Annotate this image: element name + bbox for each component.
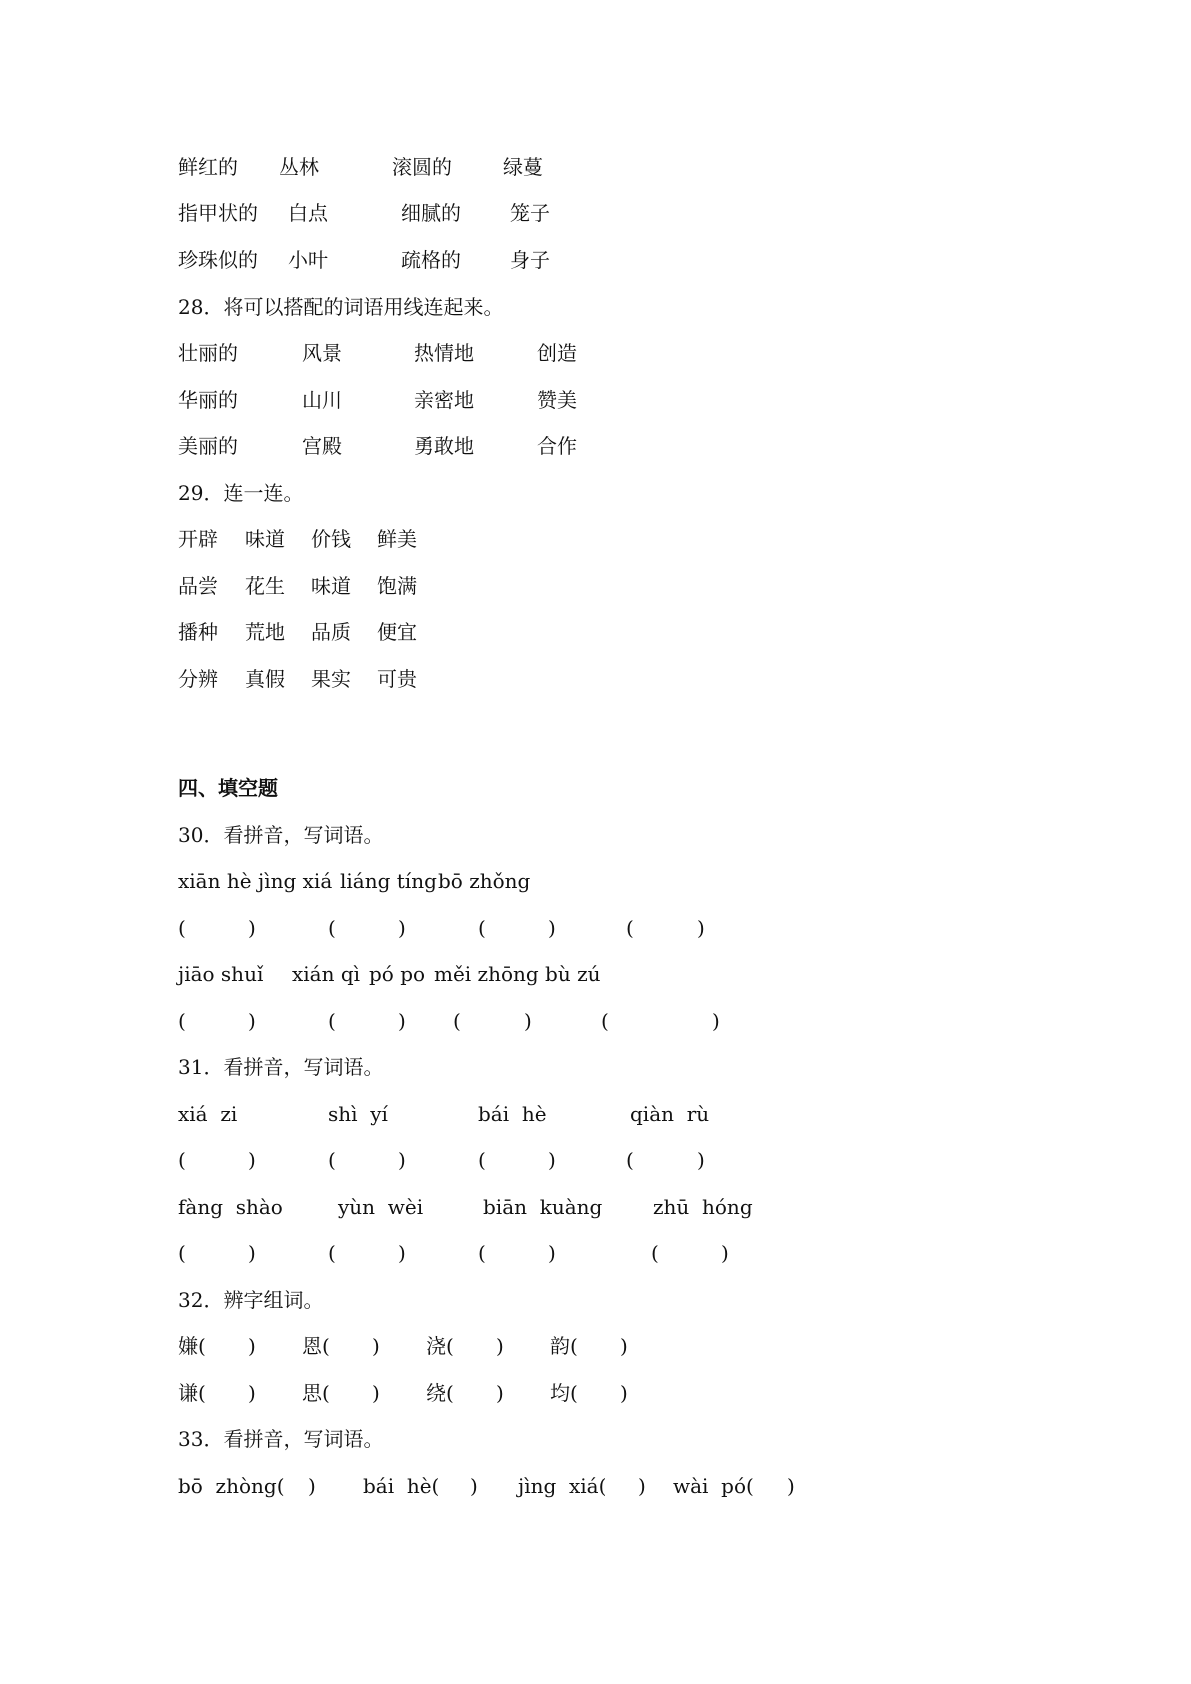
word-cell: 细腻的 [401,201,461,225]
word-cell: 品尝 [178,574,218,598]
word-match-row [0,563,1191,609]
close-paren: ) [721,1241,729,1265]
word-cell: 壮丽的 [178,341,238,365]
pinyin-cell: pó po [369,962,426,986]
char-prompt: 绕( [426,1381,454,1405]
word-cell: 身子 [510,248,550,272]
question-text: 29．连一连。 [178,481,304,505]
word-cell: 饱满 [377,574,417,598]
word-cell: 可贵 [377,667,417,691]
section-heading-fill-in [0,765,1191,811]
word-cell: 赞美 [537,388,577,412]
word-cell: 山川 [302,388,342,412]
word-cell: 味道 [245,527,285,551]
pinyin-cell: biān kuàng [483,1195,603,1219]
close-paren: ) [787,1474,795,1498]
word-cell: 丛林 [279,155,319,179]
word-match-row [0,656,1191,702]
char-group-row [0,1370,1191,1416]
char-prompt: 谦( [178,1381,206,1405]
word-cell: 分辨 [178,667,218,691]
word-cell: 荒地 [245,620,285,644]
word-cell: 疏格的 [401,248,461,272]
pinyin-cell: bái hè [478,1102,547,1126]
open-paren: ( [651,1241,659,1265]
section-heading-text: 四、填空题 [178,776,278,800]
pinyin-cell: xiān hè [178,869,252,893]
close-paren: ) [697,916,705,940]
open-paren: ( [626,916,634,940]
close-paren: ) [248,1381,256,1405]
char-group-row [0,1323,1191,1369]
pinyin-cell: bō zhǒng [438,869,531,893]
close-paren: ) [398,1148,406,1172]
open-paren: ( [328,1241,336,1265]
open-paren: ( [328,1009,336,1033]
question-31 [0,1044,1191,1090]
char-prompt: 浇( [426,1334,454,1358]
open-paren: ( [178,1009,186,1033]
word-cell: 果实 [311,667,351,691]
word-cell: 真假 [245,667,285,691]
question-text: 32．辨字组词。 [178,1288,324,1312]
question-29 [0,470,1191,516]
open-paren: ( [626,1148,634,1172]
answer-blank-row [0,1230,1191,1276]
pinyin-answer-row [0,1463,1191,1509]
word-match-row [0,237,1191,283]
question-text: 31．看拼音，写词语。 [178,1055,384,1079]
word-cell: 便宜 [377,620,417,644]
question-32 [0,1277,1191,1323]
word-cell: 白点 [288,201,328,225]
word-cell: 勇敢地 [414,434,474,458]
open-paren: ( [178,916,186,940]
word-cell: 播种 [178,620,218,644]
close-paren: ) [620,1381,628,1405]
char-prompt: 韵( [550,1334,578,1358]
pinyin-cell: xiá zi [178,1102,238,1126]
word-cell: 美丽的 [178,434,238,458]
close-paren: ) [398,1241,406,1265]
word-cell: 合作 [537,434,577,458]
pinyin-row [0,951,1191,997]
word-cell: 风景 [302,341,342,365]
word-cell: 创造 [537,341,577,365]
word-cell: 鲜美 [377,527,417,551]
word-cell: 鲜红的 [178,155,238,179]
word-cell: 滚圆的 [392,155,452,179]
pinyin-prompt: jìng xiá( [518,1474,607,1498]
word-cell: 珍珠似的 [178,248,258,272]
close-paren: ) [308,1474,316,1498]
open-paren: ( [453,1009,461,1033]
word-match-row [0,330,1191,376]
word-cell: 开辟 [178,527,218,551]
pinyin-prompt: bái hè( [363,1474,440,1498]
close-paren: ) [248,1241,256,1265]
pinyin-cell: jìng xiá [258,869,333,893]
question-28 [0,284,1191,330]
pinyin-row [0,1184,1191,1230]
answer-blank-row [0,998,1191,1044]
close-paren: ) [712,1009,720,1033]
word-cell: 价钱 [311,527,351,551]
close-paren: ) [620,1334,628,1358]
word-match-row [0,609,1191,655]
word-cell: 绿蔓 [503,155,543,179]
close-paren: ) [548,1241,556,1265]
question-30 [0,812,1191,858]
char-prompt: 思( [302,1381,330,1405]
char-prompt: 均( [550,1381,578,1405]
word-cell: 热情地 [414,341,474,365]
question-text: 28．将可以搭配的词语用线连起来。 [178,295,504,319]
pinyin-cell: zhū hóng [653,1195,753,1219]
pinyin-cell: xián qì [292,962,361,986]
answer-blank-row [0,1137,1191,1183]
open-paren: ( [601,1009,609,1033]
pinyin-prompt: bō zhòng( [178,1474,285,1498]
pinyin-cell: jiāo shuǐ [178,962,264,986]
close-paren: ) [470,1474,478,1498]
char-prompt: 恩( [302,1334,330,1358]
word-cell: 品质 [311,620,351,644]
pinyin-cell: shì yí [328,1102,388,1126]
word-cell: 笼子 [510,201,550,225]
open-paren: ( [478,1241,486,1265]
open-paren: ( [478,916,486,940]
close-paren: ) [638,1474,646,1498]
question-text: 33．看拼音，写词语。 [178,1427,384,1451]
word-match-row [0,377,1191,423]
open-paren: ( [328,1148,336,1172]
close-paren: ) [496,1334,504,1358]
open-paren: ( [178,1148,186,1172]
close-paren: ) [372,1334,380,1358]
open-paren: ( [178,1241,186,1265]
close-paren: ) [248,1148,256,1172]
char-prompt: 嫌( [178,1334,206,1358]
word-cell: 华丽的 [178,388,238,412]
close-paren: ) [548,916,556,940]
pinyin-row [0,1091,1191,1137]
word-cell: 味道 [311,574,351,598]
open-paren: ( [328,916,336,940]
pinyin-cell: liáng tíng [340,869,437,893]
close-paren: ) [548,1148,556,1172]
pinyin-prompt: wài pó( [673,1474,754,1498]
close-paren: ) [398,916,406,940]
pinyin-row [0,858,1191,904]
word-match-row [0,144,1191,190]
pinyin-cell: měi zhōng bù zú [434,962,601,986]
word-cell: 宫殿 [302,434,342,458]
word-match-row [0,423,1191,469]
close-paren: ) [248,1334,256,1358]
close-paren: ) [372,1381,380,1405]
question-text: 30．看拼音，写词语。 [178,823,384,847]
word-match-row [0,190,1191,236]
pinyin-cell: fàng shào [178,1195,283,1219]
pinyin-cell: qiàn rù [630,1102,710,1126]
open-paren: ( [478,1148,486,1172]
word-cell: 小叶 [288,248,328,272]
close-paren: ) [248,1009,256,1033]
word-match-row [0,516,1191,562]
word-cell: 亲密地 [414,388,474,412]
close-paren: ) [496,1381,504,1405]
question-33 [0,1416,1191,1462]
word-cell: 花生 [245,574,285,598]
close-paren: ) [248,916,256,940]
close-paren: ) [398,1009,406,1033]
pinyin-cell: yùn wèi [338,1195,424,1219]
close-paren: ) [697,1148,705,1172]
close-paren: ) [524,1009,532,1033]
word-cell: 指甲状的 [178,201,258,225]
answer-blank-row [0,905,1191,951]
